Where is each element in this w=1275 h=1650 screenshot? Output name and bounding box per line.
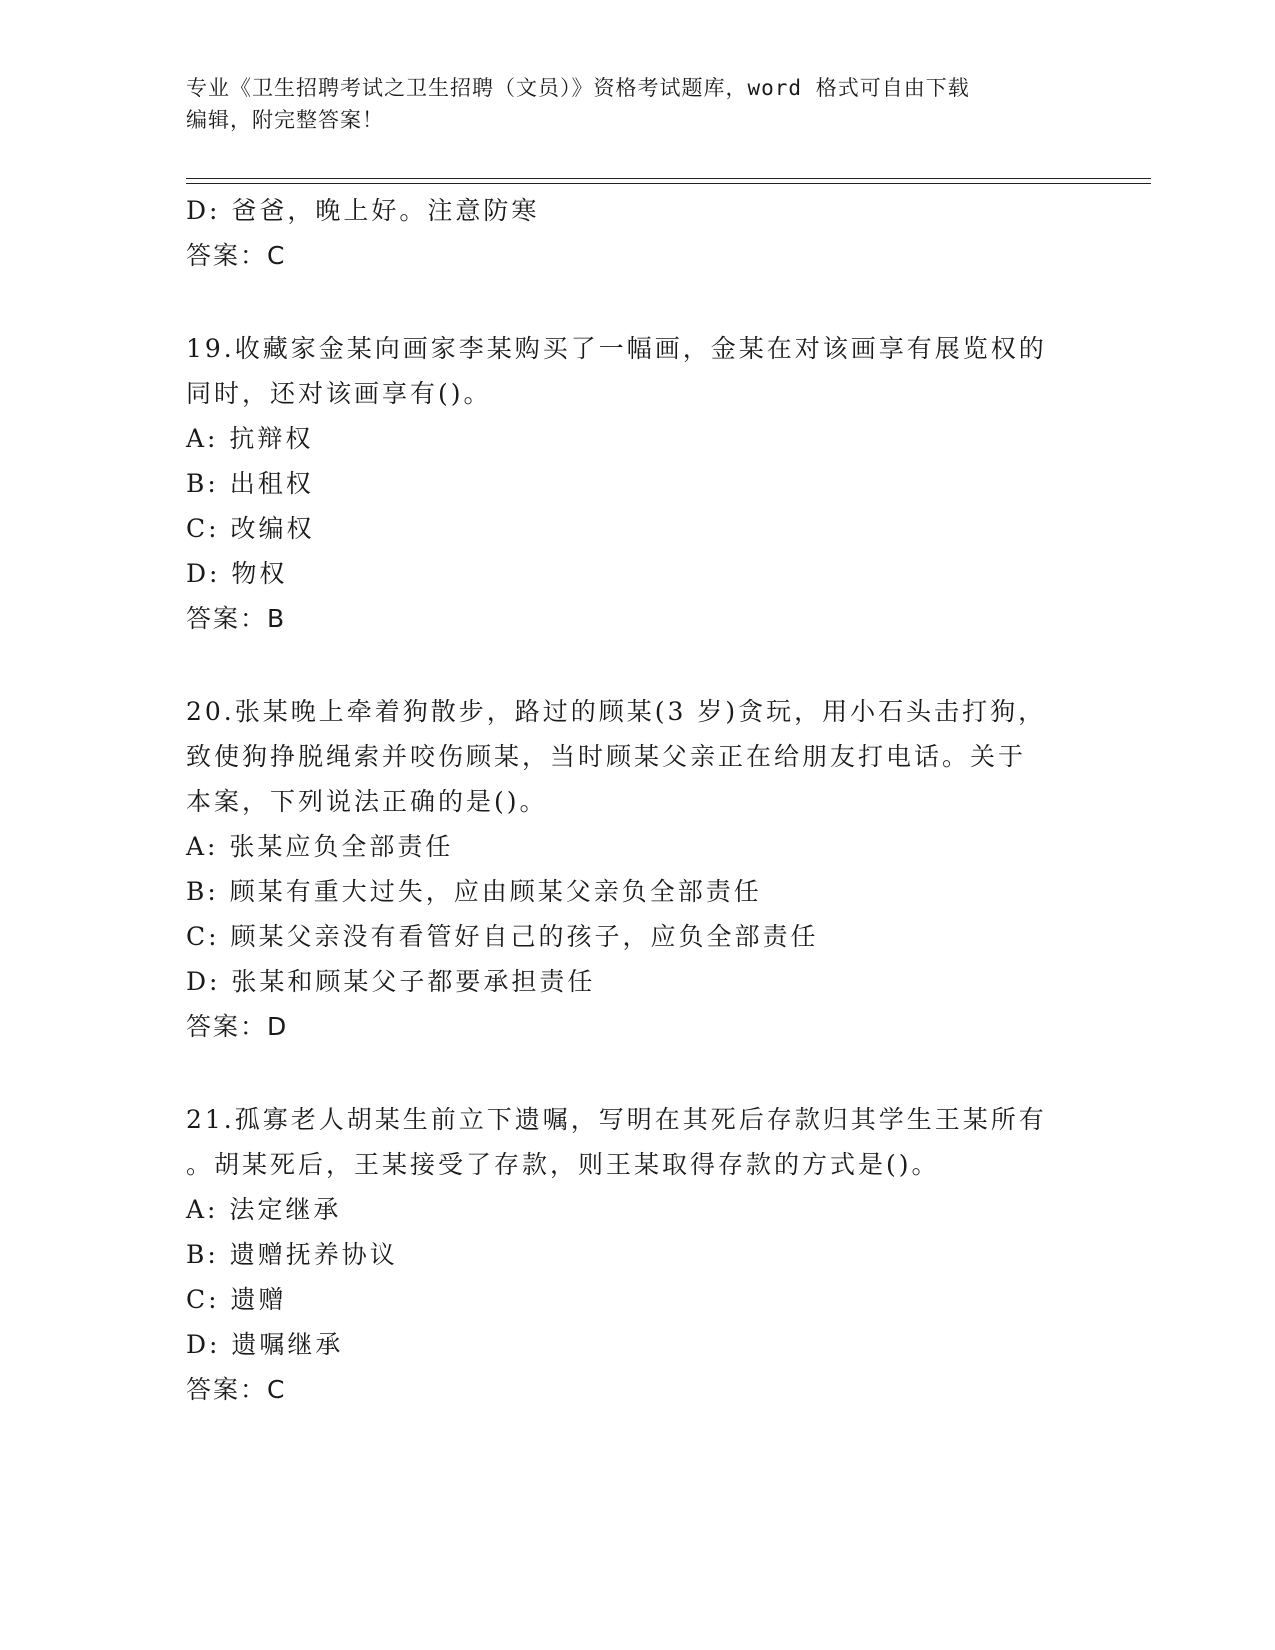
question-18-tail bbox=[186, 188, 1086, 278]
question-text: 本案，下列说法正确的是()。 bbox=[186, 787, 548, 816]
answer-line: 答案：B bbox=[186, 604, 287, 633]
question-text: 21.孤寡老人胡某生前立下遗嘱，写明在其死后存款归其学生王某所有 bbox=[186, 1105, 1047, 1134]
question-20 bbox=[186, 689, 1086, 1049]
answer-line: 答案：C bbox=[186, 241, 287, 270]
question-19 bbox=[186, 326, 1086, 641]
question-text: 同时，还对该画享有()。 bbox=[186, 379, 492, 408]
option-a: A: 法定继承 bbox=[186, 1195, 342, 1224]
header-rule-bottom bbox=[186, 183, 1151, 184]
question-21 bbox=[186, 1097, 1086, 1412]
option-d: D: 爸爸，晚上好。注意防寒 bbox=[186, 196, 540, 225]
question-text: 。胡某死后，王某接受了存款，则王某取得存款的方式是()。 bbox=[186, 1150, 940, 1179]
question-text: 致使狗挣脱绳索并咬伤顾某，当时顾某父亲正在给朋友打电话。关于 bbox=[186, 742, 1027, 771]
header-line-2: 编辑，附完整答案！ bbox=[186, 108, 384, 132]
option-a: A: 抗辩权 bbox=[186, 424, 314, 453]
header-rule-top bbox=[186, 178, 1151, 179]
option-b: B: 出租权 bbox=[186, 469, 314, 498]
spacer bbox=[186, 278, 1086, 326]
option-b: B: 顾某有重大过失，应由顾某父亲负全部责任 bbox=[186, 877, 762, 906]
option-d: D: 物权 bbox=[186, 559, 288, 588]
option-c: C: 顾某父亲没有看管好自己的孩子，应负全部责任 bbox=[186, 922, 819, 951]
document-body bbox=[186, 188, 1086, 1412]
spacer bbox=[186, 641, 1086, 689]
header-line-1: 专业《卫生招聘考试之卫生招聘（文员）》资格考试题库，word 格式可自由下载 bbox=[186, 76, 970, 100]
question-text: 19.收藏家金某向画家李某购买了一幅画，金某在对该画享有展览权的 bbox=[186, 334, 1047, 363]
option-a: A: 张某应负全部责任 bbox=[186, 832, 454, 861]
option-b: B: 遗赠抚养协议 bbox=[186, 1240, 398, 1269]
spacer bbox=[186, 1049, 1086, 1097]
answer-line: 答案：C bbox=[186, 1375, 287, 1404]
document-header bbox=[186, 72, 1086, 136]
option-c: C: 改编权 bbox=[186, 514, 315, 543]
answer-line: 答案：D bbox=[186, 1012, 289, 1041]
option-d: D: 遗嘱继承 bbox=[186, 1330, 344, 1359]
option-d: D: 张某和顾某父子都要承担责任 bbox=[186, 967, 596, 996]
option-c: C: 遗赠 bbox=[186, 1285, 287, 1314]
question-text: 20.张某晚上牵着狗散步，路过的顾某(3 岁)贪玩，用小石头击打狗， bbox=[186, 697, 1047, 726]
